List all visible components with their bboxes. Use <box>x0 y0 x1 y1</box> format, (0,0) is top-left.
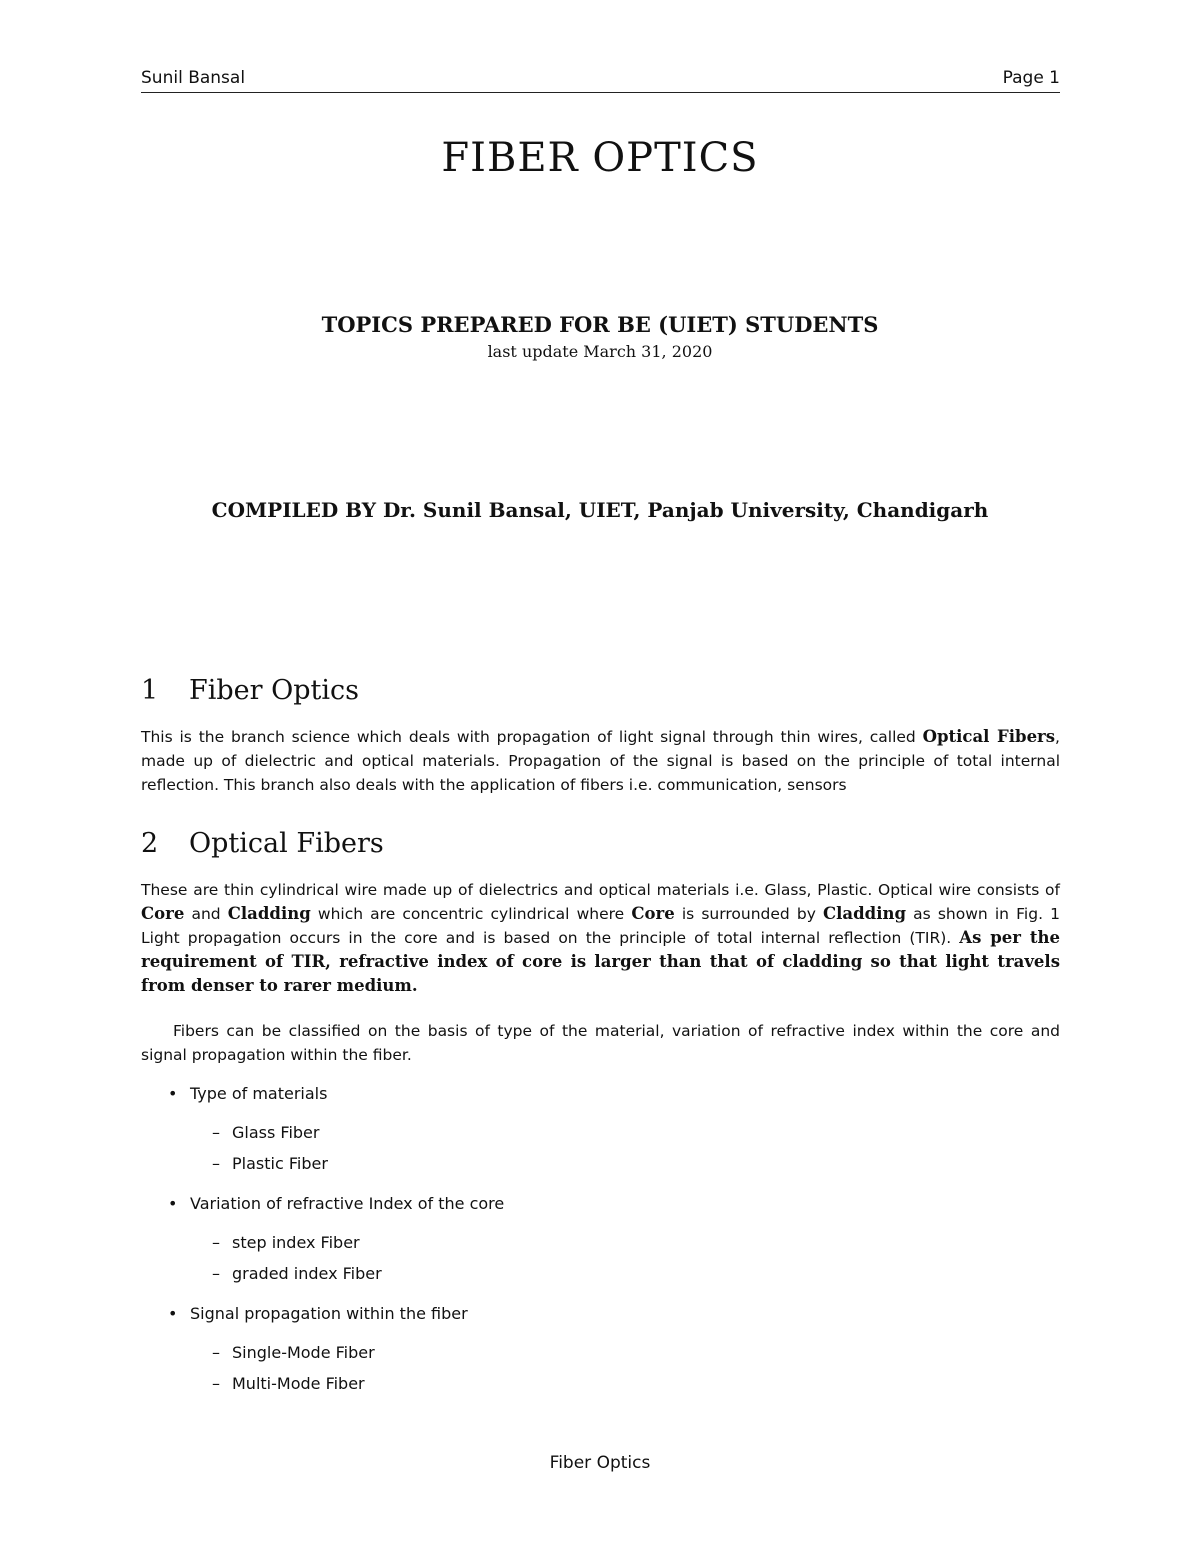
list-item-label: Type of materials <box>190 1084 328 1103</box>
dash-icon: – <box>212 1123 220 1142</box>
compiled-by: COMPILED BY Dr. Sunil Bansal, UIET, Panjab University, Chandigarh <box>211 498 989 522</box>
bullet-icon: • <box>168 1194 178 1213</box>
text-run: is surrounded by <box>674 905 824 923</box>
sub-list-item <box>212 1371 1060 1402</box>
list-item <box>168 1081 1060 1111</box>
running-footer: Fiber Optics <box>549 1453 651 1473</box>
header-author: Sunil Bansal <box>141 68 246 88</box>
classification-intro: Fibers can be classified on the basis of type of the material, variation of refractive index within the core and signal propagation within the fiber. <box>141 1022 1060 1064</box>
dash-icon: – <box>212 1343 220 1362</box>
dash-icon: – <box>212 1154 220 1173</box>
section-heading-2 <box>141 828 384 859</box>
document-title: FIBER OPTICS <box>441 135 759 181</box>
header-page-number: Page 1 <box>1002 68 1060 88</box>
section2-paragraph <box>141 878 1060 998</box>
sub-item-label: Single-Mode Fiber <box>232 1343 375 1362</box>
section-heading-1 <box>141 675 359 706</box>
list-item-label: Variation of refractive Index of the core <box>190 1194 505 1213</box>
sub-list-item <box>212 1151 1060 1182</box>
section-title: Optical Fibers <box>189 828 384 859</box>
bold-term: Optical Fibers <box>922 727 1056 746</box>
list-item-label: Signal propagation within the fiber <box>190 1304 468 1323</box>
dash-icon: – <box>212 1374 220 1393</box>
section-number: 1 <box>141 675 159 706</box>
sub-item-label: Multi-Mode Fiber <box>232 1374 365 1393</box>
bold-statement: As per the requirement of TIR, refractive index of core is larger than that of cladding so that light travels from denser to rarer medium. <box>141 928 1060 995</box>
sub-item-label: step index Fiber <box>232 1233 360 1252</box>
text-run: This is the branch science which deals with propagation of light signal through thin wires, called <box>141 728 923 746</box>
text-run: which are concentric cylindrical where <box>310 905 632 923</box>
dash-icon: – <box>212 1233 220 1252</box>
sub-item-label: Plastic Fiber <box>232 1154 328 1173</box>
running-header <box>141 66 1060 93</box>
list-item <box>168 1301 1060 1331</box>
last-update: last update March 31, 2020 <box>487 342 713 361</box>
text-run: and <box>184 905 228 923</box>
dash-icon: – <box>212 1264 220 1283</box>
document-subtitle: TOPICS PREPARED FOR BE (UIET) STUDENTS <box>321 312 879 337</box>
text-run: , made up of dielectric and optical materials. Propagation of the signal is based on the principle of total internal reflection. This branch also deals with the application of fibers i.e. communication, sensors <box>141 728 1060 794</box>
bullet-icon: • <box>168 1304 178 1323</box>
bullet-icon: • <box>168 1084 178 1103</box>
sub-list-item <box>212 1230 1060 1261</box>
bold-term: Core <box>631 904 675 923</box>
sub-list-item <box>212 1340 1060 1371</box>
sub-list-item <box>212 1261 1060 1292</box>
sub-item-label: Glass Fiber <box>232 1123 320 1142</box>
bold-term: Core <box>141 904 185 923</box>
sub-item-label: graded index Fiber <box>232 1264 382 1283</box>
sub-list-item <box>212 1120 1060 1151</box>
list-item <box>168 1191 1060 1221</box>
classification-list <box>168 1081 1060 1402</box>
bold-term: Cladding <box>823 904 906 923</box>
section1-paragraph <box>141 725 1060 797</box>
section-title: Fiber Optics <box>189 675 360 706</box>
text-run: as shown in Fig. 1 Light propagation occurs in the core and is based on the principle of total internal reflection (TIR). <box>141 905 1060 947</box>
section-number: 2 <box>141 828 159 859</box>
bold-term: Cladding <box>227 904 311 923</box>
text-run: These are thin cylindrical wire made up of dielectrics and optical materials i.e. Glass, Plastic. Optical wire consists of <box>141 881 1060 899</box>
